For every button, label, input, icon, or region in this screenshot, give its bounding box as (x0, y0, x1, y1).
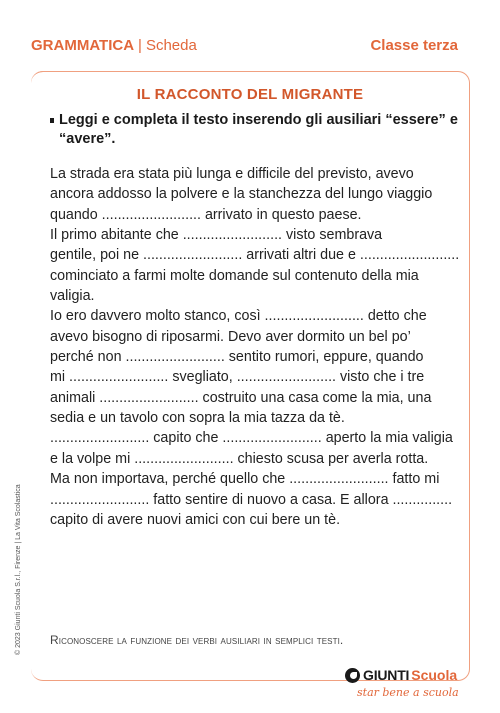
logo-brand: GIUNTI (363, 667, 410, 683)
instruction-line-1: Leggi e completa il testo inserendo gli ausiliari “essere” e (59, 112, 458, 128)
subject-heading (31, 37, 197, 54)
header-separator: | (138, 37, 142, 54)
learning-objective: Riconoscere la funzione dei verbi ausiliari in semplici testi. (50, 633, 344, 647)
passage-line: perché non ......................... sentito rumori, eppure, quando (50, 349, 424, 366)
passage-line: ancora addosso la polvere e la stanchezza del lungo viaggio (50, 186, 433, 203)
logo-wordmark (345, 667, 457, 683)
bullet-icon (50, 118, 54, 123)
passage-line: e la volpe mi ......................... chiesto scusa per averla rotta. (50, 450, 429, 467)
passage-line: Ma non importava, perché quello che ......................... fatto mi (50, 471, 440, 488)
class-level-label: Classe terza (370, 37, 458, 54)
publisher-logo (345, 667, 470, 707)
passage-line: ......................... capito che ......................... aperto la mia valigia (50, 430, 453, 447)
passage-line: mi ......................... svegliato, ......................... visto che i tre (50, 369, 425, 386)
exercise-passage (50, 164, 470, 530)
passage-line: sedia e un tavolo con sopra la mia tazza da tè. (50, 410, 345, 427)
passage-line: cominciato a farmi molte domande sul contenuto della mia (50, 267, 419, 284)
instruction (50, 111, 470, 149)
passage-line: quando ......................... arrivato in questo paese. (50, 206, 362, 223)
passage-line: valigia. (50, 288, 95, 305)
giunti-logo-icon (345, 668, 360, 683)
subject-label: GRAMMATICA (31, 37, 135, 54)
passage-line: ......................... fatto sentire di nuovo a casa. E allora ............... (50, 491, 453, 508)
section-label: Scheda (145, 37, 197, 54)
passage-line: La strada era stata più lunga e difficile del previsto, avevo (50, 166, 414, 182)
copyright-notice: © 2023 Giunti Scuola S.r.l., Firenze | La Vita Scolastica (15, 484, 22, 655)
passage-line: gentile, poi ne ......................... arrivati altri due e ......................... (50, 247, 460, 264)
instruction-line-2: “avere”. (59, 131, 116, 147)
worksheet-title: IL RACCONTO DEL MIGRANTE (136, 86, 364, 103)
passage-line: Io ero davvero molto stanco, così ......................... detto che (50, 308, 427, 325)
passage-line: capito di avere nuovi amici con cui bere un tè. (50, 511, 341, 528)
logo-brand-suffix: Scuola (411, 667, 458, 683)
logo-tagline: star bene a scuola (357, 686, 459, 699)
page-header (31, 37, 458, 54)
passage-line: Il primo abitante che ......................... visto sembrava (50, 227, 383, 244)
passage-line: avevo bisogno di riposarmi. Devo aver dormito un bel po’ (50, 328, 411, 345)
passage-line: animali ......................... costruito una casa come la mia, una (50, 389, 432, 406)
